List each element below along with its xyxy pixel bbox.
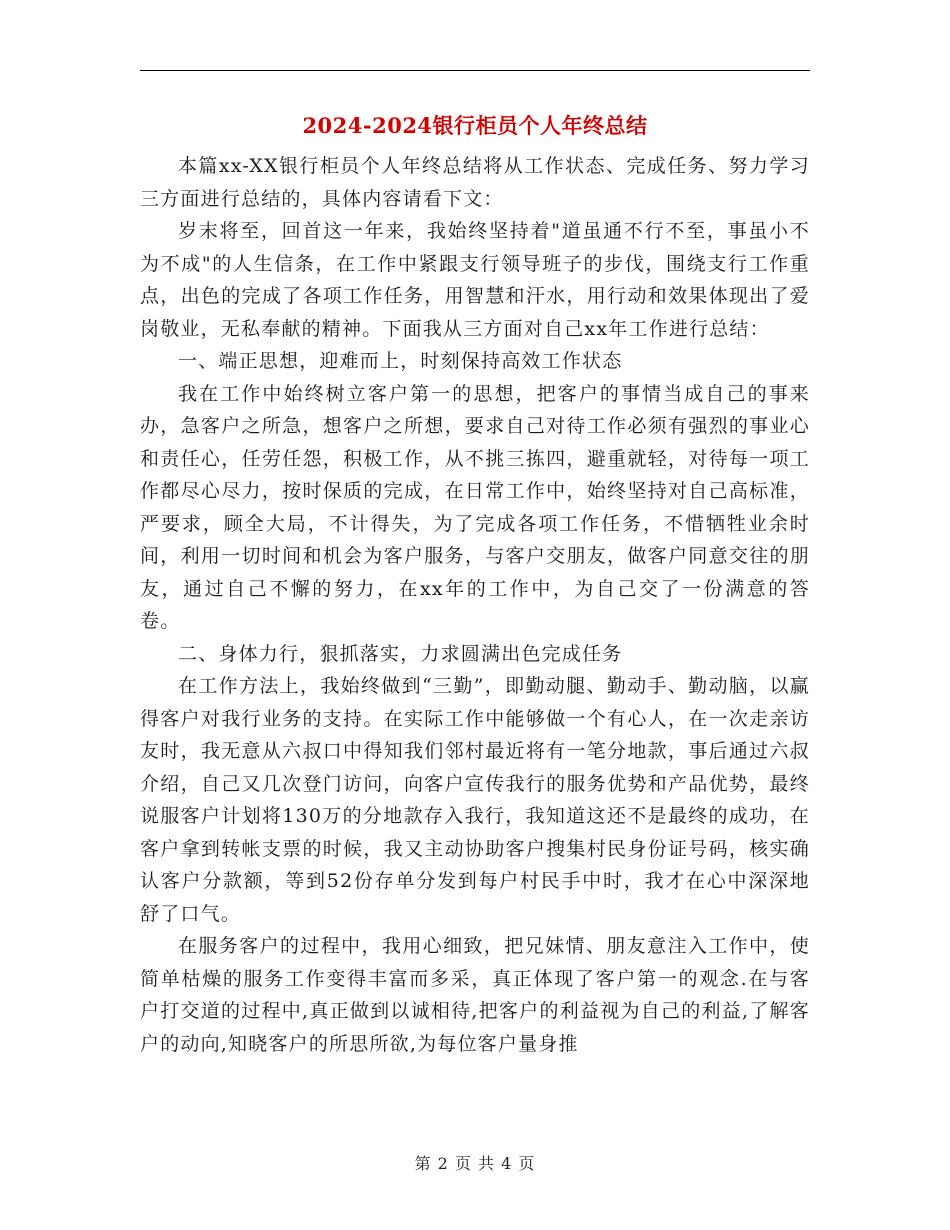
document-title: 2024-2024银行柜员个人年终总结 xyxy=(302,113,648,138)
intro-paragraph: 本篇xx-XX银行柜员个人年终总结将从工作状态、完成任务、努力学习三方面进行总结的，具体内容请看下文： xyxy=(140,155,810,210)
body-paragraph: 岁末将至，回首这一年来，我始终坚持着"道虽通不行不至，事虽小不为不成"的人生信条，在工作中紧跟支行领导班子的步伐，围绕支行工作重点，出色的完成了各项工作任务，用智慧和汗水，用行动和效果体现出了爱岗敬业，无私奉献的精神。下面我从三方面对自己xx年工作进行总结： xyxy=(140,220,810,340)
page-number-footer: 第 2 页 共 4 页 xyxy=(414,1154,536,1173)
section-heading: 二、身体力行，狠抓落实，力求圆满出色完成任务 xyxy=(178,642,623,665)
body-paragraph: 我在工作中始终树立客户第一的思想，把客户的事情当成自己的事来办，急客户之所急，想客户之所想，要求自己对待工作必须有强烈的事业心和责任心，任劳任怨，积极工作，从不挑三拣四，避重就轻，对待每一项工作都尽心尽力，按时保质的完成，在日常工作中，始终坚持对自己高标准，严要求，顾全大局，不计得失，为了完成各项工作任务，不惜牺牲业余时间，利用一切时间和机会为客户服务，与客户交朋友，做客户同意交往的朋友，通过自己不懈的努力，在xx年的工作中，为自己交了一份满意的答卷。 xyxy=(140,382,810,632)
document-body xyxy=(140,150,810,1060)
header-rule xyxy=(140,70,810,71)
body-paragraph: 在工作方法上，我始终做到“三勤”，即勤动腿、勤动手、勤动脑，以赢得客户对我行业务的支持。在实际工作中能够做一个有心人，在一次走亲访友时，我无意从六叔口中得知我们邻村最近将有一笔分地款，事后通过六叔介绍，自己又几次登门访问，向客户宣传我行的服务优势和产品优势，最终说服客户计划将130万的分地款存入我行，我知道这还不是最终的成功，在客户拿到转帐支票的时候，我又主动协助客户搜集村民身份证号码，核实确认客户分款额，等到52份存单分发到每户村民手中时，我才在心中深深地舒了口气。 xyxy=(140,675,810,925)
body-paragraph: 在服务客户的过程中，我用心细致，把兄妹情、朋友意注入工作中，使简单枯燥的服务工作变得丰富而多采，真正体现了客户第一的观念.在与客户打交道的过程中,真正做到以诚相待,把客户的利益视为自己的利益,了解客户的动向,知晓客户的所思所欲,为每位客户量身推 xyxy=(140,935,810,1055)
section-heading: 一、端正思想，迎难而上，时刻保持高效工作状态 xyxy=(178,350,623,372)
